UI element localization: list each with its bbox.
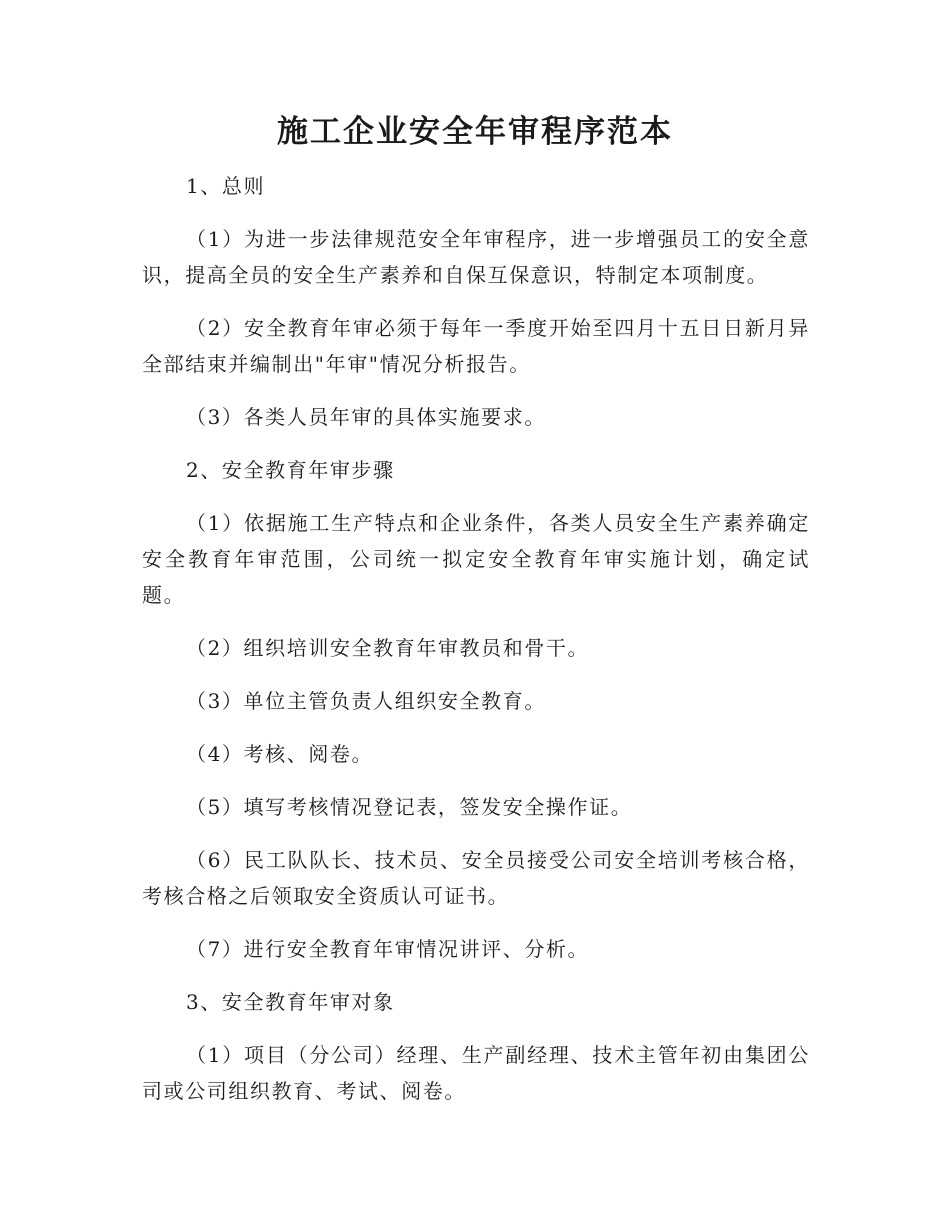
paragraph: （1）为进一步法律规范安全年审程序，进一步增强员工的安全意识，提高全员的安全生产素养和自保互保意识，特制定本项制度。 xyxy=(142,227,810,287)
paragraph: （5）填写考核情况登记表，签发安全操作证。 xyxy=(186,795,633,819)
section-heading-targets: 3、安全教育年审对象 xyxy=(186,990,395,1014)
document-title: 施工企业安全年审程序范本 xyxy=(277,114,673,150)
document-body xyxy=(142,168,810,1109)
paragraph: （6）民工队队长、技术员、安全员接受公司安全培训考核合格，考核合格之后领取安全资质认可证书。 xyxy=(142,848,810,908)
paragraph: （3）各类人员年审的具体实施要求。 xyxy=(186,405,546,429)
paragraph: （4）考核、阅卷。 xyxy=(186,742,374,766)
paragraph: （1）依据施工生产特点和企业条件，各类人员安全生产素养确定安全教育年审范围，公司统一拟定安全教育年审实施计划，确定试题。 xyxy=(142,511,810,607)
paragraph: （1）项目（分公司）经理、生产副经理、技术主管年初由集团公司或公司组织教育、考试、阅卷。 xyxy=(142,1043,810,1103)
section-heading-general: 1、总则 xyxy=(186,174,266,198)
paragraph: （7）进行安全教育年审情况讲评、分析。 xyxy=(186,937,590,961)
paragraph: （2）安全教育年审必须于每年一季度开始至四月十五日日新月异全部结束并编制出"年审"情况分析报告。 xyxy=(142,316,810,376)
section-heading-steps: 2、安全教育年审步骤 xyxy=(186,458,395,482)
paragraph: （3）单位主管负责人组织安全教育。 xyxy=(186,689,546,713)
paragraph: （2）组织培训安全教育年审教员和骨干。 xyxy=(186,636,590,660)
